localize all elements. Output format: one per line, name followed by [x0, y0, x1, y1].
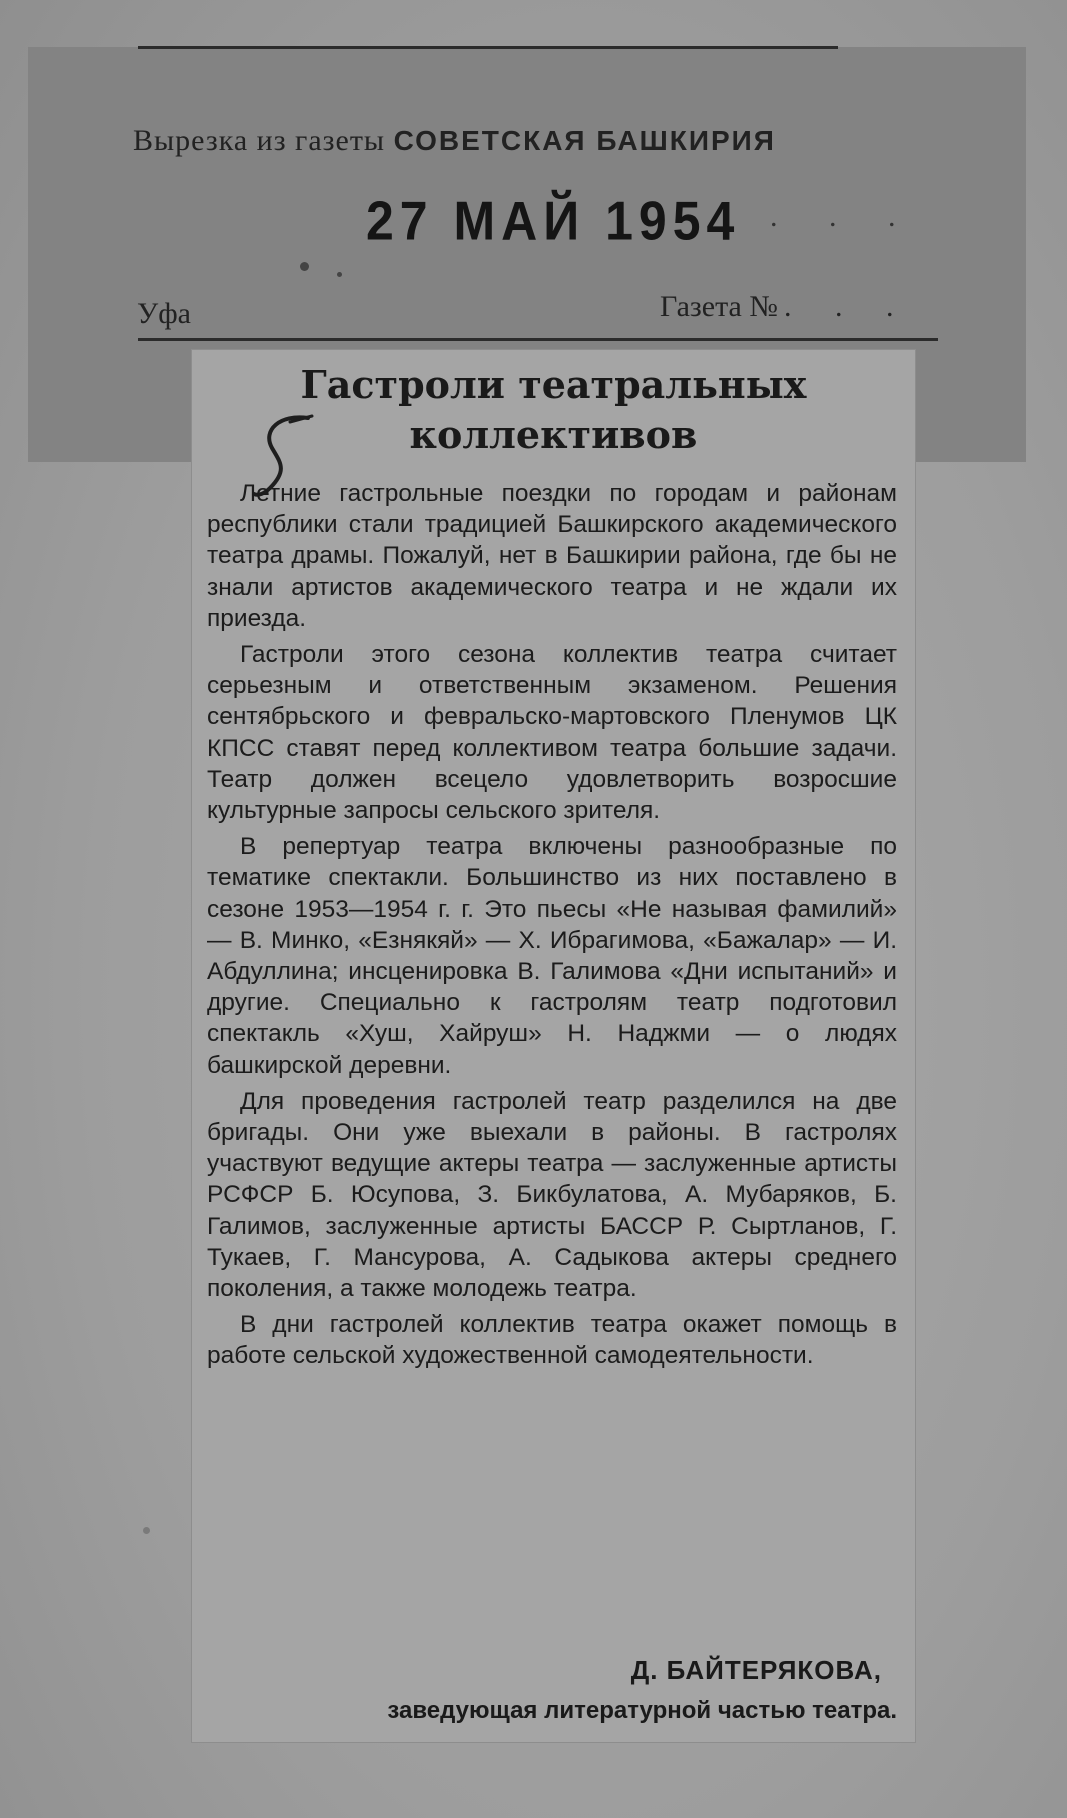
article-paragraph-3: В репертуар театра включены разнообразные по тематике спектакли. Большинство из них поставлено в сезоне 1953—1954 г. г. Это пьесы «Не называя фамилий» — В. Минко, «Езнякяй» — Х. Ибрагимова, «Бажалар» — И. Абдуллина; инсценировка В. Галимова «Дни испытаний» и другие. Специально к гастролям театр подготовил спектакль «Хуш, Хайруш» Н. Наджми — о людях башкирской деревни. — [207, 833, 897, 1079]
card-bottom-rule — [138, 338, 938, 341]
article-paragraph-4: Для проведения гастролей театр разделился на две бригады. Они уже выехали в районы. В гастролях участвуют ведущие актеры театра — заслуженные артисты РСФСР Б. Юсупова, З. Бикбулатова, А. Мубаряков, Б. Галимов, заслуженные артисты БАССР Р. Сыртланов, Г. Тукаев, Г. Мансурова, А. Садыкова актеры среднего поколения, а также молодежь театра. — [207, 1087, 897, 1303]
headline-line-1: Гастроли театральных — [300, 362, 807, 407]
clipping-prefix: Вырезка из газеты — [133, 124, 386, 157]
paper-speck — [337, 272, 342, 277]
paper-speck — [143, 1527, 150, 1534]
article-paragraph-2: Гастроли этого сезона коллектив театра считает серьезным и ответственным экзаменом. Решения сентябрьского и февральско-мартовского Пленумов ЦК КПСС ставят перед коллективом театра большие задачи. Театр должен всецело удовлетворить возросшие культурные запросы сельского зрителя. — [207, 641, 897, 825]
article-author: Д. БАЙТЕРЯКОВА, — [630, 1655, 882, 1685]
article-body — [207, 478, 897, 1377]
article-paragraph-5: В дни гастролей коллектив театра окажет помощь в работе сельской художественной самодеятельности. — [207, 1311, 897, 1370]
card-top-rule — [138, 46, 838, 49]
gazeta-dots: . . . — [784, 290, 912, 323]
article-paragraph-1: Летние гастрольные поездки по городам и районам республики стали традицией Башкирского академического театра драмы. Пожалуй, нет в Башкирии района, где бы не знали артистов академического театра и не ждали их приезда. — [207, 480, 897, 632]
newspaper-clipping — [192, 350, 915, 1742]
date-stamp: 27 МАЙ 1954 — [366, 190, 741, 252]
headline-line-2: коллективов — [409, 412, 698, 457]
gazeta-number — [660, 290, 912, 324]
gazeta-label: Газета № — [660, 290, 778, 323]
card-header — [133, 124, 893, 158]
newspaper-name: СОВЕТСКАЯ БАШКИРИЯ — [393, 125, 776, 156]
paper-speck — [300, 262, 309, 271]
author-role: заведующая литературной частью театра. — [387, 1697, 897, 1724]
city-label: Уфа — [137, 297, 191, 330]
stamp-dots: . . . — [770, 200, 918, 233]
